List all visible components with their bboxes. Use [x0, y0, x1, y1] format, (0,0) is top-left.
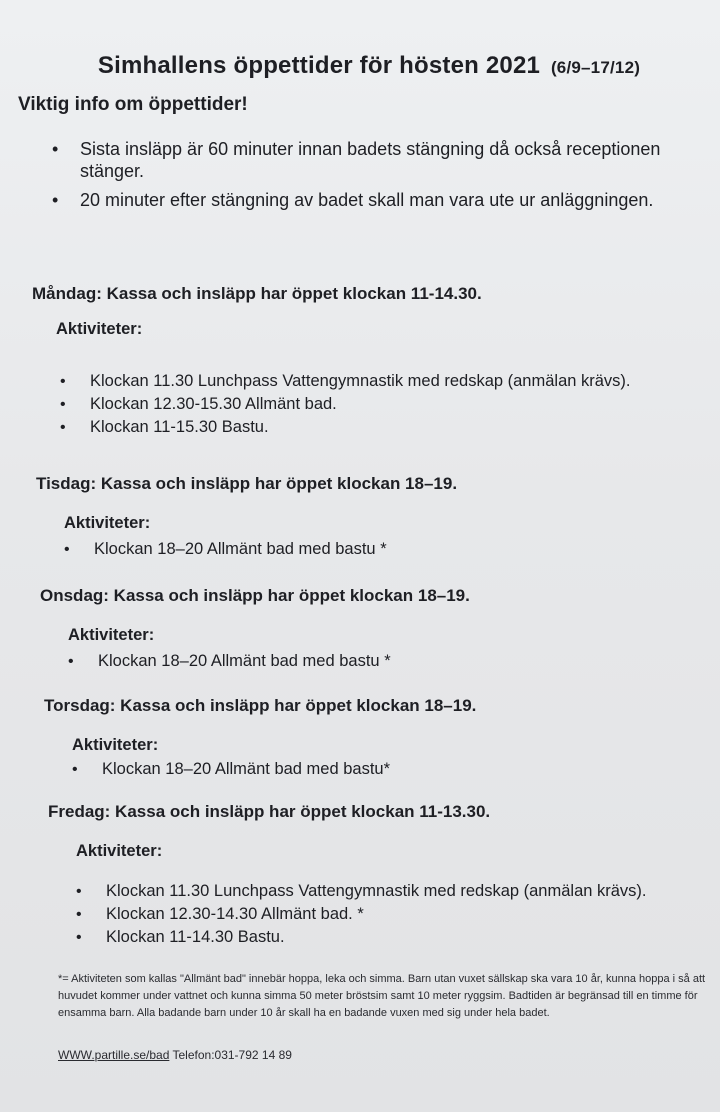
bullet-icon: • [52, 190, 59, 210]
list-item [72, 926, 647, 949]
page-title [18, 0, 720, 80]
activity-list-tuesday [60, 538, 387, 561]
activity-text: Klockan 11-14.30 Bastu. [106, 928, 285, 946]
activity-list-wednesday [64, 650, 391, 673]
activities-label: Aktiviteter: [68, 626, 155, 644]
info-text: 20 minuter efter stängning av badet skall man vara ute ur anläggningen. [80, 190, 654, 210]
bullet-icon: • [60, 396, 66, 413]
title-date-range: (6/9–17/12) [550, 58, 641, 77]
activities-label: Aktiviteter: [76, 842, 163, 860]
activities-label: Aktiviteter: [72, 736, 159, 754]
list-item [18, 138, 720, 182]
list-item [18, 189, 720, 211]
bullet-icon: • [76, 929, 82, 946]
website-link[interactable]: WWW.partille.se/bad [58, 1048, 170, 1062]
day-heading-tuesday: Tisdag: Kassa och insläpp har öppet klockan 18–19. [36, 474, 458, 493]
bullet-icon: • [60, 419, 66, 436]
activity-text: Klockan 18–20 Allmänt bad med bastu * [94, 540, 387, 558]
list-item [60, 538, 387, 561]
title-text: Simhallens öppettider för hösten 2021 [97, 52, 541, 79]
activity-list-friday [72, 880, 647, 949]
list-item [64, 650, 391, 673]
bullet-icon: • [64, 541, 70, 558]
activities-label: Aktiviteter: [56, 320, 143, 338]
important-info-heading: Viktig info om öppettider! [18, 94, 248, 115]
contact-line [58, 1048, 292, 1062]
activity-list-monday [56, 370, 631, 439]
activity-text: Klockan 12.30-14.30 Allmänt bad. * [106, 905, 364, 923]
info-text: Sista insläpp är 60 minuter innan badets stängning då också receptionen stänger. [80, 139, 661, 181]
bullet-icon: • [60, 373, 66, 390]
activity-text: Klockan 18–20 Allmänt bad med bastu * [98, 652, 391, 670]
footnote: *= Aktiviteten som kallas "Allmänt bad" innebär hoppa, leka och simma. Barn utan vuxet sällskap ska vara 10 år, kunna hoppa i så att huvudet kommer under vattnet och kunna simma 50 meter bröstsim samt 10 meter ryggsim. Badtiden är begränsad till en timme för ensamma barn. Alla badande barn under 10 år skall ha en badande vuxen med sig under hela badet. [58, 973, 706, 1019]
day-heading-monday: Måndag: Kassa och insläpp har öppet klockan 11-14.30. [32, 284, 482, 303]
bullet-icon: • [68, 653, 74, 670]
bullet-icon: • [72, 761, 78, 778]
phone-number: Telefon:031-792 14 89 [172, 1048, 292, 1062]
day-heading-wednesday: Onsdag: Kassa och insläpp har öppet klockan 18–19. [40, 586, 470, 605]
bullet-icon: • [76, 883, 82, 900]
list-item [72, 880, 647, 903]
activity-list-thursday [68, 758, 390, 781]
bullet-icon: • [76, 906, 82, 923]
bullet-icon: • [52, 139, 59, 159]
list-item [72, 903, 647, 926]
list-item [56, 416, 631, 439]
info-list [18, 138, 720, 211]
day-heading-friday: Fredag: Kassa och insläpp har öppet klockan 11-13.30. [48, 802, 491, 821]
activity-text: Klockan 11-15.30 Bastu. [90, 418, 269, 436]
list-item [56, 393, 631, 416]
activities-label: Aktiviteter: [64, 514, 151, 532]
list-item [68, 758, 390, 781]
day-heading-thursday: Torsdag: Kassa och insläpp har öppet klockan 18–19. [44, 696, 477, 715]
list-item [56, 370, 631, 393]
activity-text: Klockan 18–20 Allmänt bad med bastu* [102, 760, 391, 778]
activity-text: Klockan 12.30-15.30 Allmänt bad. [90, 395, 337, 413]
activity-text: Klockan 11.30 Lunchpass Vattengymnastik med redskap (anmälan krävs). [106, 882, 647, 900]
activity-text: Klockan 11.30 Lunchpass Vattengymnastik med redskap (anmälan krävs). [90, 372, 631, 390]
